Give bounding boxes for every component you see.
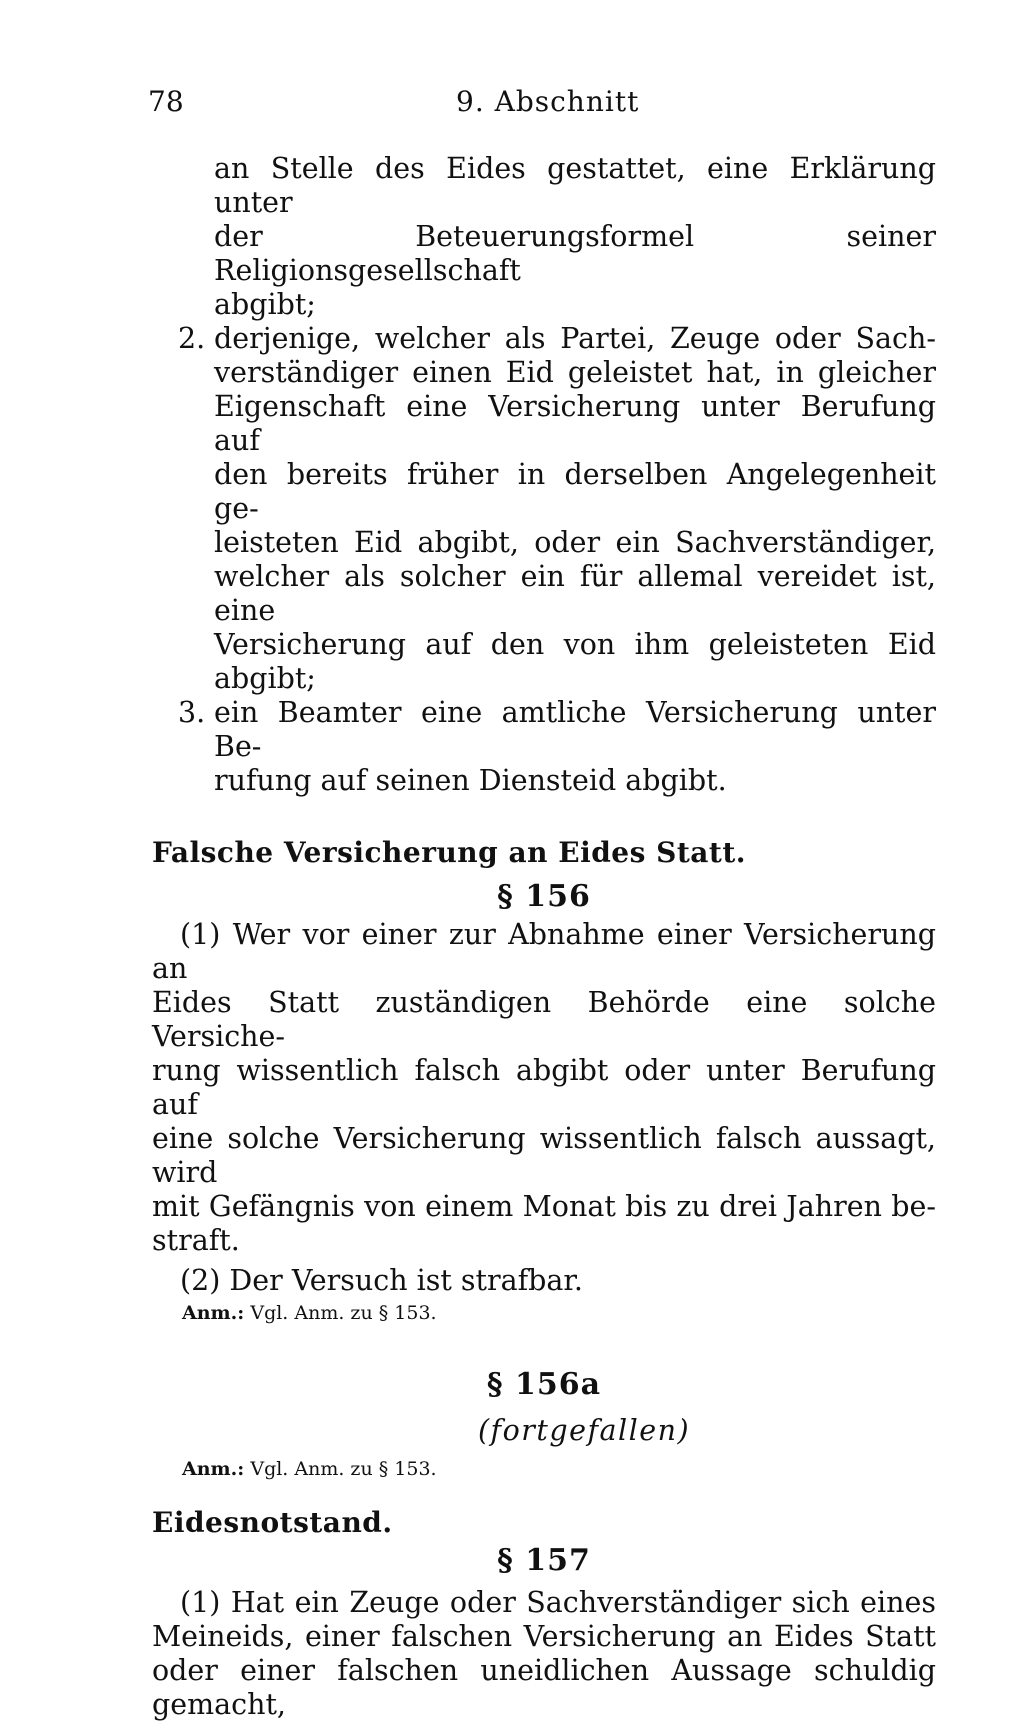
page-number: 78 <box>148 85 184 118</box>
continuation-block <box>214 152 936 322</box>
page-header <box>148 82 938 122</box>
text-line: eine solche Versicherung wissentlich falsch aussagt, wird <box>152 1122 936 1189</box>
text-line: Eigenschaft eine Versicherung unter Berufung auf <box>214 390 936 457</box>
text-line: leisteten Eid abgibt, oder ein Sachverständiger, <box>214 526 936 559</box>
paragraph-156-1 <box>152 918 936 1258</box>
section-number-156a: § 156a <box>486 1367 602 1402</box>
text-line: Meineids, einer falschen Versicherung an Eides Statt <box>152 1620 936 1653</box>
annotation-label: Anm.: <box>182 1302 245 1324</box>
list-marker: 3. <box>178 696 206 729</box>
text-line: derjenige, welcher als Partei, Zeuge oder Sach- <box>214 322 936 355</box>
section-number-156: § 156 <box>497 879 591 914</box>
text-line: abgibt; <box>214 288 316 321</box>
page-body <box>152 152 936 1722</box>
section-number-157: § 157 <box>497 1543 591 1578</box>
paragraph-157-1 <box>152 1586 936 1722</box>
list-marker: 2. <box>178 322 206 355</box>
text-line: rufung auf seinen Diensteid abgibt. <box>214 764 727 797</box>
text-line: (1) Wer vor einer zur Abnahme einer Versicherung an <box>152 918 936 985</box>
text-line: straft. <box>152 1224 240 1257</box>
list-item-3 <box>152 696 936 798</box>
text-line: verständiger einen Eid geleistet hat, in gleicher <box>214 356 936 389</box>
running-title: 9. Abschnitt <box>456 85 640 118</box>
text-line: ein Beamter eine amtliche Versicherung unter Be- <box>214 696 936 763</box>
annotation-156 <box>182 1300 936 1326</box>
text-line: Versicherung auf den von ihm geleisteten Eid abgibt; <box>214 628 936 695</box>
paragraph-156-2: (2) Der Versuch ist strafbar. <box>180 1264 583 1297</box>
text-line: (1) Hat ein Zeuge oder Sachverständiger sich eines <box>180 1586 936 1619</box>
text-line: welcher als solcher ein für allemal vereidet ist, eine <box>214 560 936 627</box>
annotation-text: Vgl. Anm. zu § 153. <box>250 1302 437 1324</box>
text-line: rung wissentlich falsch abgibt oder unter Berufung auf <box>152 1054 936 1121</box>
annotation-156a <box>182 1456 936 1482</box>
text-line: den bereits früher in derselben Angelegenheit ge- <box>214 458 936 525</box>
text-line: mit Gefängnis von einem Monat bis zu drei Jahren be- <box>152 1190 936 1223</box>
text-line: oder einer falschen uneidlichen Aussage schuldig gemacht, <box>152 1654 936 1721</box>
text-line: der Beteuerungsformel seiner Religionsgesellschaft <box>214 220 936 287</box>
section-status-156a: (fortgefallen) <box>477 1414 691 1447</box>
section-heading-157: Eidesnotstand. <box>152 1506 393 1539</box>
text-line: an Stelle des Eides gestattet, eine Erklärung unter <box>214 152 936 219</box>
text-line: Eides Statt zuständigen Behörde eine solche Versiche- <box>152 986 936 1053</box>
list-item-2 <box>152 322 936 696</box>
annotation-text: Vgl. Anm. zu § 153. <box>250 1458 437 1480</box>
annotation-label: Anm.: <box>182 1458 245 1480</box>
section-heading-156: Falsche Versicherung an Eides Statt. <box>152 836 747 869</box>
